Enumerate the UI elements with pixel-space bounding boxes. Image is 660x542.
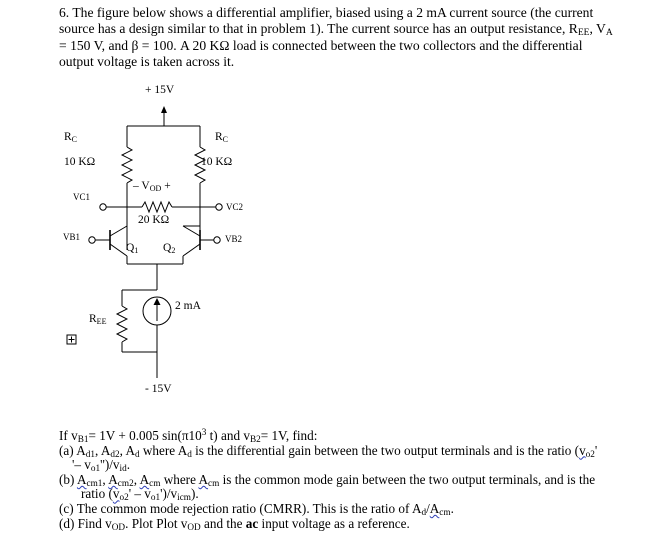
vc1-terminal xyxy=(100,204,106,210)
question-c: (c) The common mode rejection ratio (CMRR). This is the ratio of $A_d/A_{cm}$. xyxy=(59,500,454,517)
current-source-arrow-icon xyxy=(154,298,161,305)
q2-label: $Q_2$ xyxy=(163,242,176,255)
vb2-terminal xyxy=(214,237,220,243)
vod-label: – $V_{OD}$ + xyxy=(133,180,171,193)
question-intro: If $v_{B1}= 1V + 0.005$ $\sin(\pi 10^3$ t) and $v_{B2}= 1V$, find: xyxy=(59,427,318,444)
q2-collector xyxy=(183,226,200,236)
vb1-terminal xyxy=(89,237,95,243)
rc-left-resistor xyxy=(122,147,132,183)
rc-left-label: $R_C$ xyxy=(64,131,78,144)
isrc-label: 2 mA xyxy=(175,300,201,312)
vc1-label: VC1 xyxy=(73,192,91,202)
question-b-line-2: ratio $(v_{o2}' - v_{o1}')/v_{icm}$). xyxy=(81,486,199,503)
vc2-label: VC2 xyxy=(226,202,244,212)
ree-label: $R_{EE}$ xyxy=(89,313,107,326)
questions-block xyxy=(59,429,659,531)
q1-emitter xyxy=(110,244,127,256)
rl-value: 20 KΩ xyxy=(138,214,170,226)
q2-emitter xyxy=(183,244,200,256)
question-b-line-1: (b) $A_{cm1}$, $A_{cm2}$, $A_{cm}$ where $A_{cm}$ is the common mode gain between the two output terminals, and is the xyxy=(59,471,596,488)
rl-resistor xyxy=(142,202,172,212)
problem-line-3: = 150 V, and β = 100. A 20 KΩ load is connected between the two collectors and the differential xyxy=(59,37,583,53)
vc2-terminal xyxy=(216,204,222,210)
question-a-line-2: '– $v_{o1}'')/v_{id}$. xyxy=(72,457,130,474)
question-a-line-1: (a) $A_{d1}$, $A_{d2}$, $A_d$ where $A_d$ is the differential gain between the two output terminals and is the ratio ($v_{o2}'$ xyxy=(59,442,598,459)
rc-right-label: $R_C$ xyxy=(215,131,229,144)
vcc-arrow xyxy=(161,106,167,113)
question-d: (d) Find $v_{OD}$. Plot Plot $v_{OD}$ and the ac input voltage as a reference. xyxy=(59,515,410,532)
problem-line-1: 6. The figure below shows a differential amplifier, biased using a 2 mA current source (the current xyxy=(59,5,594,20)
q1-collector xyxy=(110,226,127,236)
vb1-label: VB1 xyxy=(63,232,81,242)
vee-label: - 15V xyxy=(145,383,172,395)
rc-right-value: 10 KΩ xyxy=(201,156,233,168)
vb2-label: VB2 xyxy=(225,234,243,244)
q1-label: $Q_1$ xyxy=(126,242,139,255)
problem-line-4: output voltage is taken across it. xyxy=(59,54,235,70)
vcc-label: + 15V xyxy=(145,84,175,96)
problem-line-2: source has a design similar to that in problem 1). The current source has an output resistance, $R_{EE}$, $V_A$ xyxy=(59,21,613,39)
rc-left-value: 10 KΩ xyxy=(64,156,96,168)
ree-resistor xyxy=(117,306,127,342)
